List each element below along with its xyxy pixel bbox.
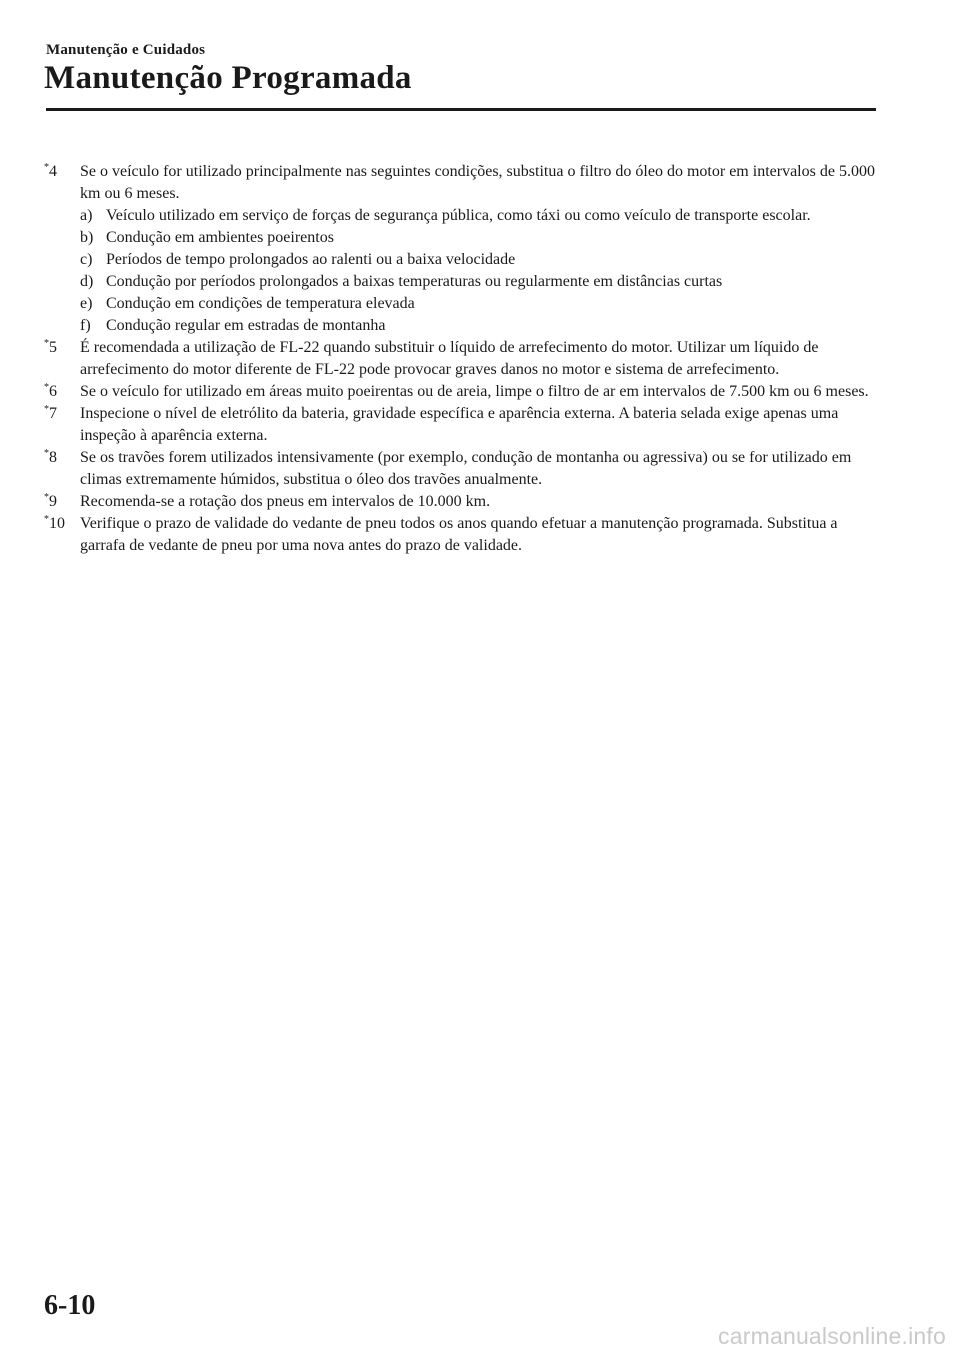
footnote-10 [44,513,879,557]
footnote-star: * [44,514,49,525]
sub-item-b [80,227,879,249]
sub-item-letter: f) [80,317,91,334]
footnote-marker [44,337,57,361]
sub-item-letter: a) [80,207,93,224]
sub-item-letter: e) [80,295,93,312]
title-rule [46,108,876,111]
sub-item-c [80,249,879,271]
footnote-text: Se o veículo for utilizado principalmente nas seguintes condições, substitua o filtro do óleo do motor em intervalos de 5.000 km ou 6 meses. [80,163,875,202]
sub-item-a [80,205,879,227]
footnote-number: 5 [49,339,57,356]
footnote-star: * [44,162,49,173]
sub-item-text: Condução regular em estradas de montanha [106,317,386,334]
footnotes [44,161,879,557]
footnote-5 [44,337,879,381]
footnote-9 [44,491,879,513]
sub-item-f [80,315,879,337]
footnote-4 [44,161,879,337]
sub-item-e [80,293,879,315]
sub-item-letter: b) [80,229,94,246]
footnote-marker [44,447,57,471]
footnote-star: * [44,492,49,503]
footnote-text: É recomendada a utilização de FL-22 quando substituir o líquido de arrefecimento do motor. Utilizar um líquido de arrefecimento do motor diferente de FL-22 pode provocar graves danos no motor e sistema de arrefecimento. [80,339,819,378]
page-number: 6-10 [44,1290,96,1321]
footnote-number: 10 [49,515,65,532]
sub-item-d [80,271,879,293]
sub-item-text: Condução em condições de temperatura elevada [106,295,415,312]
footnote-star: * [44,338,49,349]
footnote-6 [44,381,879,403]
footnote-7 [44,403,879,447]
page-title: Manutenção Programada [44,60,412,96]
sub-item-text: Condução em ambientes poeirentos [106,229,334,246]
footnote-text: Se os travões forem utilizados intensivamente (por exemplo, condução de montanha ou agressiva) ou se for utilizado em climas extremamente húmidos, substitua o óleo dos travões anualmente. [80,449,852,488]
footnote-marker [44,513,65,537]
watermark: carmanualsonline.info [718,1323,946,1349]
sub-item-text: Veículo utilizado em serviço de forças de segurança pública, como táxi ou como veículo de transporte escolar. [106,207,811,224]
footnote-star: * [44,448,49,459]
footnote-text: Verifique o prazo de validade do vedante de pneu todos os anos quando efetuar a manutenção programada. Substitua a garrafa de vedante de pneu por uma nova antes do prazo de validade. [80,515,838,554]
footnote-marker [44,381,57,405]
sub-item-letter: c) [80,251,93,268]
footnote-8 [44,447,879,491]
footnote-marker [44,491,57,515]
footnote-star: * [44,382,49,393]
footnote-number: 6 [49,383,57,400]
footnote-text: Inspecione o nível de eletrólito da bateria, gravidade específica e aparência externa. A bateria selada exige apenas uma inspeção à aparência externa. [80,405,839,444]
section-label: Manutenção e Cuidados [46,42,206,58]
footnote-number: 9 [49,493,57,510]
footnote-number: 8 [49,449,57,466]
footnote-star: * [44,404,49,415]
footnote-text: Recomenda-se a rotação dos pneus em intervalos de 10.000 km. [80,493,491,510]
footnote-number: 4 [49,163,57,180]
sub-item-text: Períodos de tempo prolongados ao ralenti ou a baixa velocidade [106,251,516,268]
footnote-number: 7 [49,405,57,422]
footnote-text: Se o veículo for utilizado em áreas muito poeirentas ou de areia, limpe o filtro de ar em intervalos de 7.500 km ou 6 meses. [80,383,869,400]
footnote-marker [44,403,57,427]
footnote-marker [44,161,57,185]
sub-item-letter: d) [80,273,94,290]
sub-item-text: Condução por períodos prolongados a baixas temperaturas ou regularmente em distâncias curtas [106,273,723,290]
